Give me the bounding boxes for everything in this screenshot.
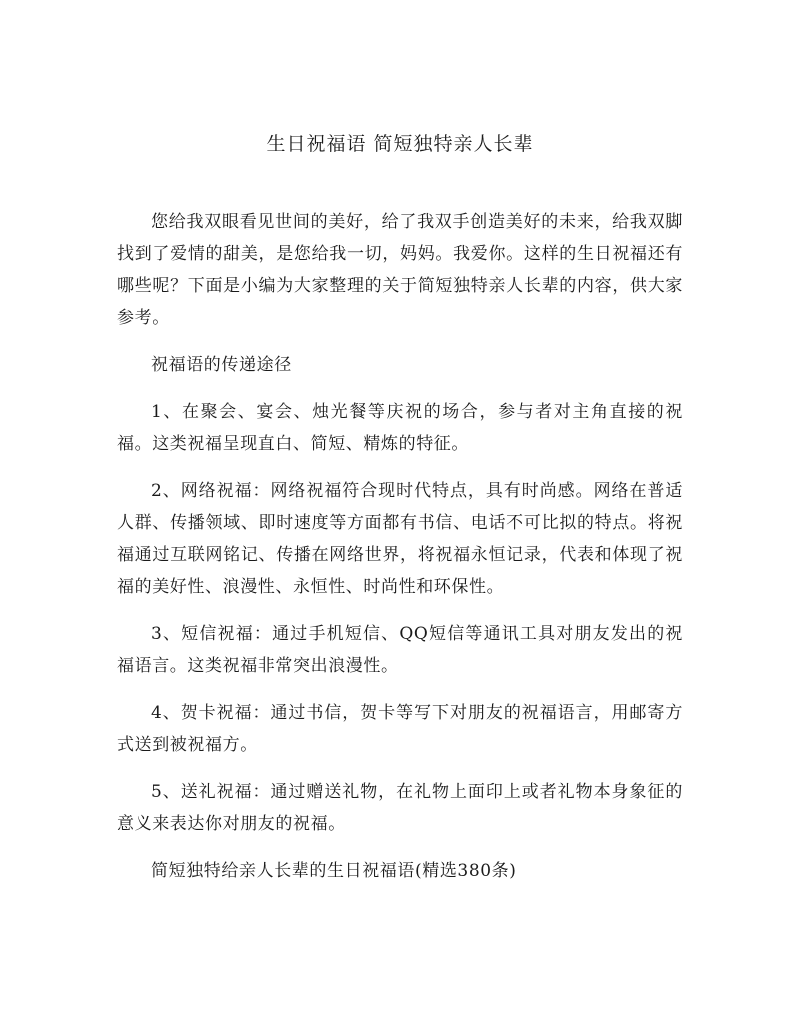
list-item-1: 1、在聚会、宴会、烛光餐等庆祝的场合，参与者对主角直接的祝福。这类祝福呈现直白、简短、精炼的特征。 bbox=[117, 402, 683, 454]
list-item-4: 4、贺卡祝福：通过书信，贺卡等写下对朋友的祝福语言，用邮寄方式送到被祝福方。 bbox=[117, 703, 683, 755]
list-item-5: 5、送礼祝福：通过赠送礼物，在礼物上面印上或者礼物本身象征的意义来表达你对朋友的祝福。 bbox=[117, 782, 683, 834]
document-title: 生日祝福语 简短独特亲人长辈 bbox=[266, 133, 534, 155]
section-heading-transmission: 祝福语的传递途径 bbox=[151, 355, 292, 375]
list-item-2: 2、网络祝福：网络祝福符合现时代特点，具有时尚感。网络在普适人群、传播领域、即时速度等方面都有书信、电话不可比拟的特点。将祝福通过互联网铭记、传播在网络世界，将祝福永恒记录，代表和体现了祝福的美好性、浪漫性、永恒性、时尚性和环保性。 bbox=[117, 481, 683, 597]
intro-paragraph: 您给我双眼看见世间的美好，给了我双手创造美好的未来，给我双脚找到了爱情的甜美，是您给我一切，妈妈。我爱你。这样的生日祝福还有哪些呢？下面是小编为大家整理的关于简短独特亲人长辈的内容，供大家参考。 bbox=[117, 212, 683, 328]
list-item-3: 3、短信祝福：通过手机短信、QQ短信等通讯工具对朋友发出的祝福语言。这类祝福非常突出浪漫性。 bbox=[117, 624, 683, 676]
closing-heading: 简短独特给亲人长辈的生日祝福语(精选380条) bbox=[151, 861, 517, 881]
